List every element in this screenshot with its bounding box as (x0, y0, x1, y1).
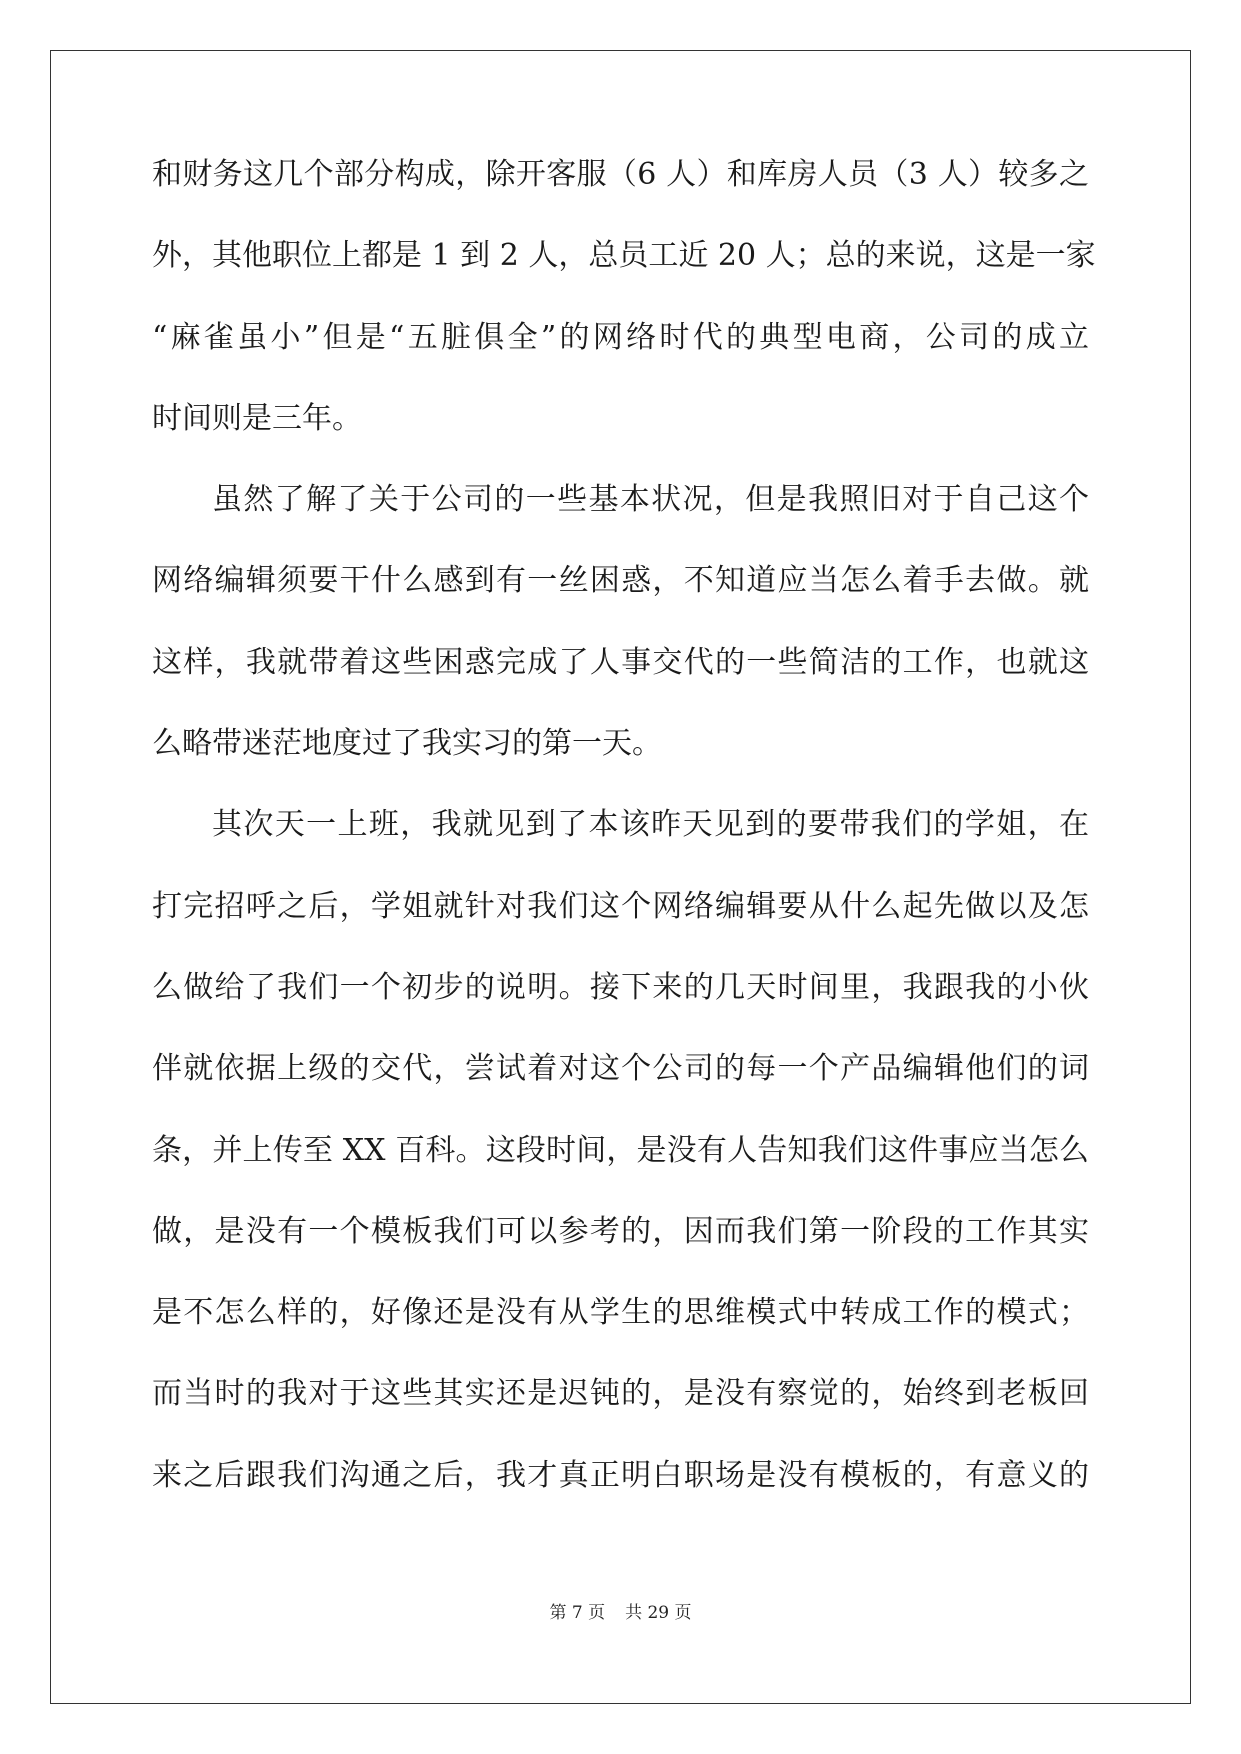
page-total: 共 29 页 (625, 1603, 692, 1623)
page-number: 第 7 页 (549, 1603, 606, 1623)
body-line: 和财务这几个部分构成，除开客服（6 人）和库房人员（3 人）较多之 (152, 157, 1089, 192)
body-line: 来之后跟我们沟通之后，我才真正明白职场是没有模板的，有意义的 (152, 1457, 1089, 1493)
body-line: “麻雀虽小”但是“五脏俱全”的网络时代的典型电商，公司的成立 (152, 319, 1089, 355)
body-line: 网络编辑须要干什么感到有一丝困惑，不知道应当怎么着手去做。就 (152, 563, 1089, 599)
body-line: 外，其他职位上都是 1 到 2 人，总员工近 20 人；总的来说，这是一家 (152, 238, 1096, 274)
page-footer (0, 1598, 1241, 1623)
body-line: 虽然了解了关于公司的一些基本状况，但是我照旧对于自己这个 (212, 482, 1089, 518)
body-line: 条，并上传至 XX 百科。这段时间，是没有人告知我们这件事应当怎么 (152, 1132, 1089, 1168)
body-line: 这样，我就带着这些困惑完成了人事交代的一些简洁的工作，也就这 (152, 644, 1089, 680)
body-line: 伴就依据上级的交代，尝试着对这个公司的每一个产品编辑他们的词 (152, 1051, 1089, 1087)
body-line: 么做给了我们一个初步的说明。接下来的几天时间里，我跟我的小伙 (152, 969, 1089, 1005)
body-line: 其次天一上班，我就见到了本该昨天见到的要带我们的学姐，在 (212, 807, 1089, 843)
body-line: 做，是没有一个模板我们可以参考的，因而我们第一阶段的工作其实 (152, 1213, 1089, 1249)
body-line: 么略带迷茫地度过了我实习的第一天。 (152, 726, 662, 762)
body-line: 而当时的我对于这些其实还是迟钝的，是没有察觉的，始终到老板回 (152, 1376, 1089, 1412)
body-line: 是不怎么样的，好像还是没有从学生的思维模式中转成工作的模式； (152, 1295, 1089, 1331)
document-body (152, 155, 1096, 1537)
body-line: 时间则是三年。 (152, 400, 362, 436)
body-line: 打完招呼之后，学姐就针对我们这个网络编辑要从什么起先做以及怎 (152, 888, 1089, 924)
